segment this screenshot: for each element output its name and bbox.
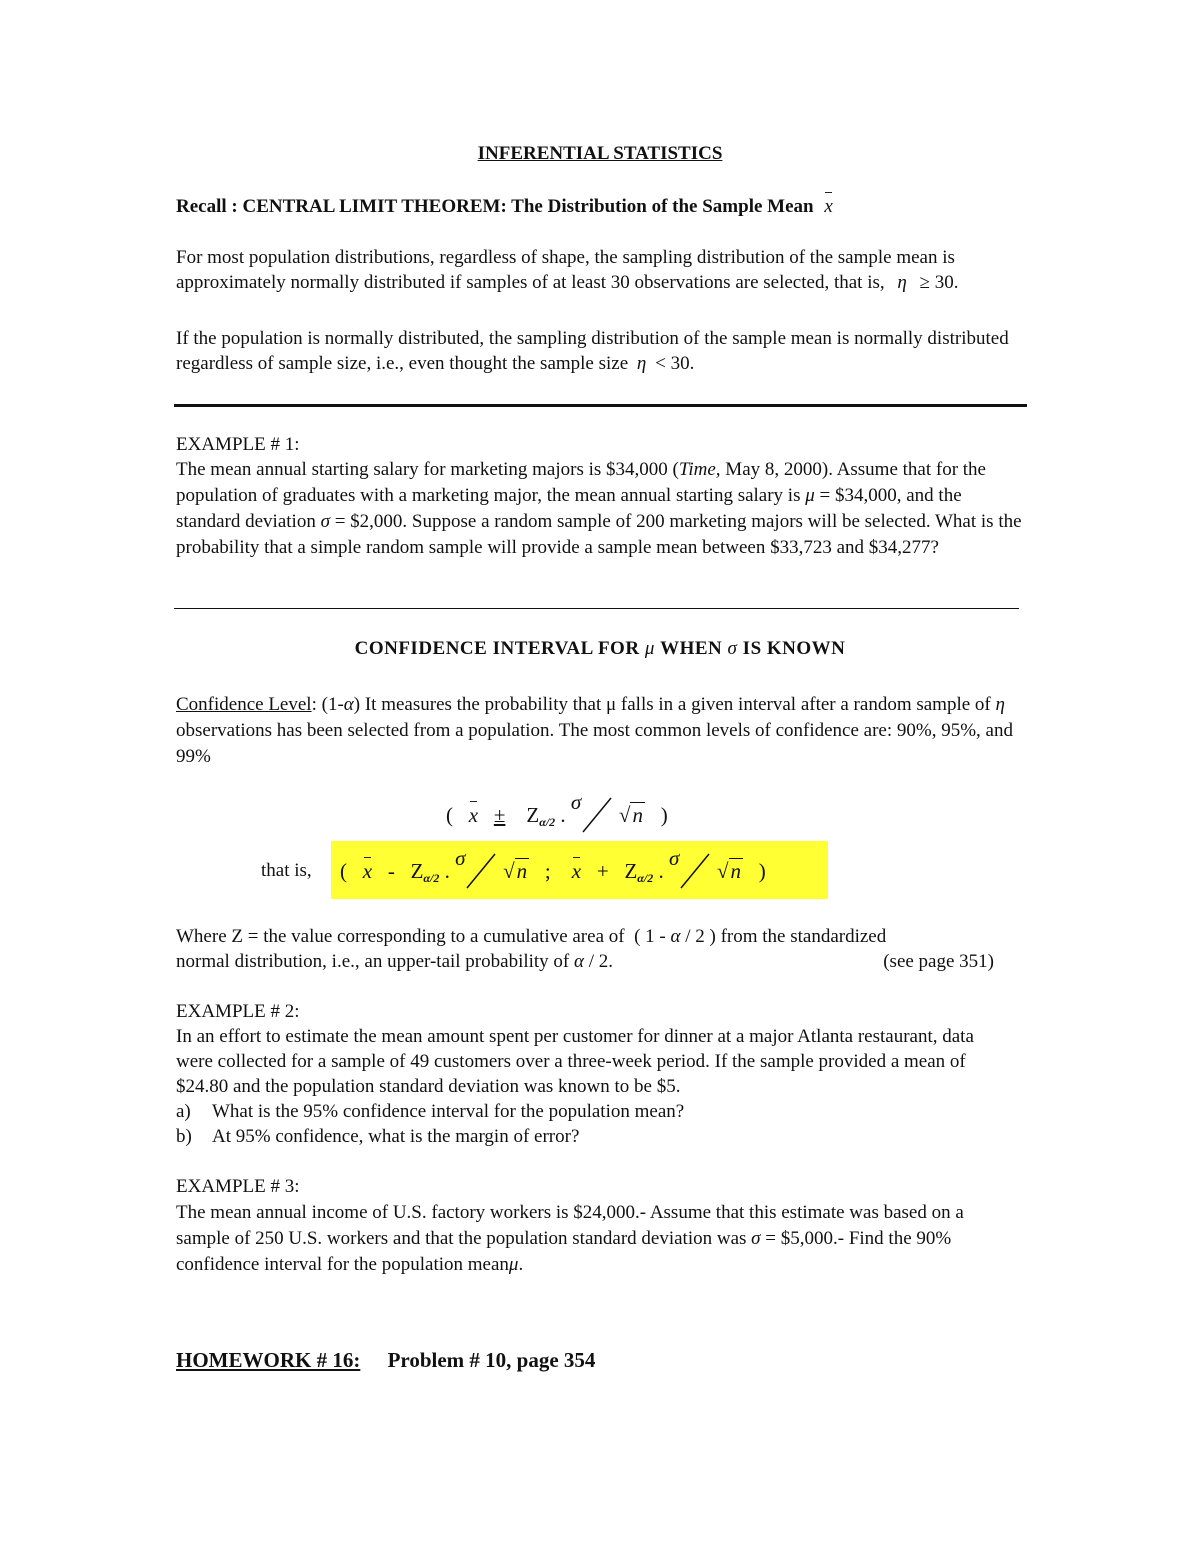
radical-icon: √ <box>717 859 729 883</box>
paren-open: ( <box>340 859 347 883</box>
where-paragraph <box>176 924 994 974</box>
alpha-symbol: α <box>574 951 584 972</box>
x-bar-symbol: x <box>824 196 833 217</box>
clt-para1-end: ≥ 30. <box>919 272 959 293</box>
fraction-slash-icon <box>465 852 497 890</box>
example-1-text-d: = $2,000. Suppose a random sample of 200 marketing majors will be selected. What is the probability that a simple random sample will provide a sample mean between $33,723 and $34,277? <box>176 511 1022 558</box>
n-symbol: n <box>632 803 643 827</box>
where-text-2-end: / 2. <box>588 951 614 972</box>
ci-heading-a: CONFIDENCE INTERVAL FOR <box>354 638 640 659</box>
plus-sign: + <box>596 859 609 883</box>
where-expr-b: / 2 ) from the standardized <box>685 926 887 947</box>
example-2-question-b <box>176 1124 1006 1149</box>
recall-heading <box>176 194 833 219</box>
sqrt-n <box>717 859 743 884</box>
example-1-text-c: = $34,000, and the standard deviation <box>176 485 962 532</box>
eta-symbol: η <box>995 694 1005 715</box>
radical-icon: √ <box>503 859 515 883</box>
where-text-2: normal distribution, i.e., an upper-tail probability of <box>176 951 570 972</box>
dot: . <box>658 859 664 883</box>
z-symbol: Z <box>410 859 424 883</box>
mu-symbol: μ <box>644 638 655 659</box>
alpha-symbol: α <box>670 926 681 947</box>
sigma-symbol: σ <box>727 638 738 659</box>
homework-label: HOMEWORK # 16: <box>176 1348 361 1372</box>
ci-formula-expanded <box>340 846 766 891</box>
example-3 <box>176 1174 1006 1278</box>
dot: . <box>560 803 566 827</box>
example-1-text-a: The mean annual starting salary for marketing majors is $34,000 ( <box>176 459 679 480</box>
clt-para2-text: If the population is normally distributed, the sampling distribution of the sample mean is normally distributed regardless of sample size, i.e., even thought the sample size <box>176 328 1009 374</box>
page-title: INFERENTIAL STATISTICS <box>477 143 723 164</box>
section-divider-thin <box>174 608 1019 609</box>
example-1-text-b: May 8, 2000). Assume that for the population of graduates with a marketing major, the mean annual starting salary is <box>176 459 986 506</box>
example-2-label: EXAMPLE # 2: <box>176 1001 300 1022</box>
question-a-text: What is the 95% confidence interval for the population mean? <box>212 1101 685 1122</box>
clt-paragraph-1 <box>176 245 1026 295</box>
fraction-slash-icon <box>581 796 613 834</box>
paren-close: ) <box>758 859 766 883</box>
z-symbol: Z <box>624 859 638 883</box>
sigma-symbol: σ <box>570 790 582 814</box>
ci-formula <box>446 790 668 835</box>
sigma-symbol: σ <box>320 511 330 532</box>
clt-para2-end: < 30. <box>655 353 695 374</box>
homework-line <box>176 1348 595 1373</box>
ci-heading-b: WHEN <box>660 638 723 659</box>
mu-symbol: μ <box>805 485 815 506</box>
homework-text: Problem # 10, page 354 <box>387 1348 596 1372</box>
ci-heading <box>0 636 1200 661</box>
dot: . <box>444 859 450 883</box>
x-bar-symbol: x <box>571 859 582 883</box>
example-1-source: Time, <box>678 459 721 480</box>
example-3-text-a: The mean annual income of U.S. factory workers is $24,000.- Assume that this estimate was based on a sample of 250 U.S. workers and that the population standard deviation was <box>176 1202 964 1249</box>
paren-close: ) <box>660 803 668 827</box>
eta-symbol: η <box>636 353 647 374</box>
x-bar-symbol: x <box>362 859 373 883</box>
sqrt-n <box>503 859 529 884</box>
confidence-level-paragraph <box>176 692 1026 770</box>
plus-minus: ± <box>493 803 506 827</box>
eta-symbol: η <box>897 272 907 293</box>
n-symbol: n <box>516 859 528 883</box>
minus-sign: - <box>387 859 395 883</box>
paren-open: ( <box>446 803 453 827</box>
sigma-symbol: σ <box>455 846 466 870</box>
semicolon: ; <box>544 859 551 883</box>
alpha-half-subscript: α/2 <box>539 815 556 829</box>
example-3-text-b: = $5,000.- Find the 90% confidence interval for the population mean <box>176 1228 952 1275</box>
example-3-label: EXAMPLE # 3: <box>176 1176 300 1197</box>
ci-heading-c: IS KNOWN <box>742 638 846 659</box>
sigma-symbol: σ <box>669 846 680 870</box>
fraction-slash-icon <box>679 852 711 890</box>
sigma-over-root-n <box>455 846 503 886</box>
alpha-half-subscript: α/2 <box>423 871 440 885</box>
question-b-text: At 95% confidence, what is the margin of error? <box>212 1126 580 1147</box>
sigma-symbol: σ <box>751 1228 761 1249</box>
confidence-level-text-2: observations has been selected from a population. The most common levels of confidence are: 90%, 95%, and 99% <box>176 720 1013 767</box>
sigma-over-root-n <box>570 790 619 830</box>
where-expr-a: ( 1 - <box>634 926 666 947</box>
sigma-over-root-n <box>669 846 717 886</box>
question-b-label: b) <box>176 1126 192 1147</box>
clt-para1-text: For most population distributions, regardless of shape, the sampling distribution of the sample mean is approximately normally distributed if samples of at least 30 observations are selected, that is, <box>176 247 955 293</box>
example-2-text: In an effort to estimate the mean amount spent per customer for dinner at a major Atlanta restaurant, data were collected for a sample of 49 customers over a three-week period. If the sample provided a mean of $24.80 and the population standard deviation was known to be $5. <box>176 1026 974 1097</box>
question-a-label: a) <box>176 1101 191 1122</box>
n-symbol: n <box>730 859 742 883</box>
example-2 <box>176 999 1006 1149</box>
x-bar-symbol: x <box>468 803 479 827</box>
radical-icon: √ <box>618 803 631 827</box>
page-reference: (see page 351) <box>883 951 994 972</box>
z-symbol: Z <box>526 803 540 827</box>
alpha-symbol: α <box>343 694 354 715</box>
that-is-label: that is, <box>261 860 312 881</box>
sqrt-n <box>619 803 645 828</box>
where-text-1: Where Z = the value corresponding to a cumulative area of <box>176 926 625 947</box>
recall-heading-text: Recall : CENTRAL LIMIT THEOREM: The Distribution of the Sample Mean <box>176 196 814 217</box>
confidence-level-colon: : (1- <box>311 694 344 715</box>
alpha-half-subscript: α/2 <box>637 871 654 885</box>
confidence-level-text: ) It measures the probability that μ falls in a given interval after a random sample of <box>353 694 991 715</box>
clt-paragraph-2 <box>176 326 1026 376</box>
example-2-question-a <box>176 1099 1006 1124</box>
example-1 <box>176 432 1026 561</box>
mu-symbol: μ <box>508 1254 519 1275</box>
example-1-label: EXAMPLE # 1: <box>176 434 300 455</box>
confidence-level-label: Confidence Level <box>176 694 312 715</box>
example-3-text-c: . <box>518 1254 524 1275</box>
section-divider-thick <box>174 404 1027 407</box>
